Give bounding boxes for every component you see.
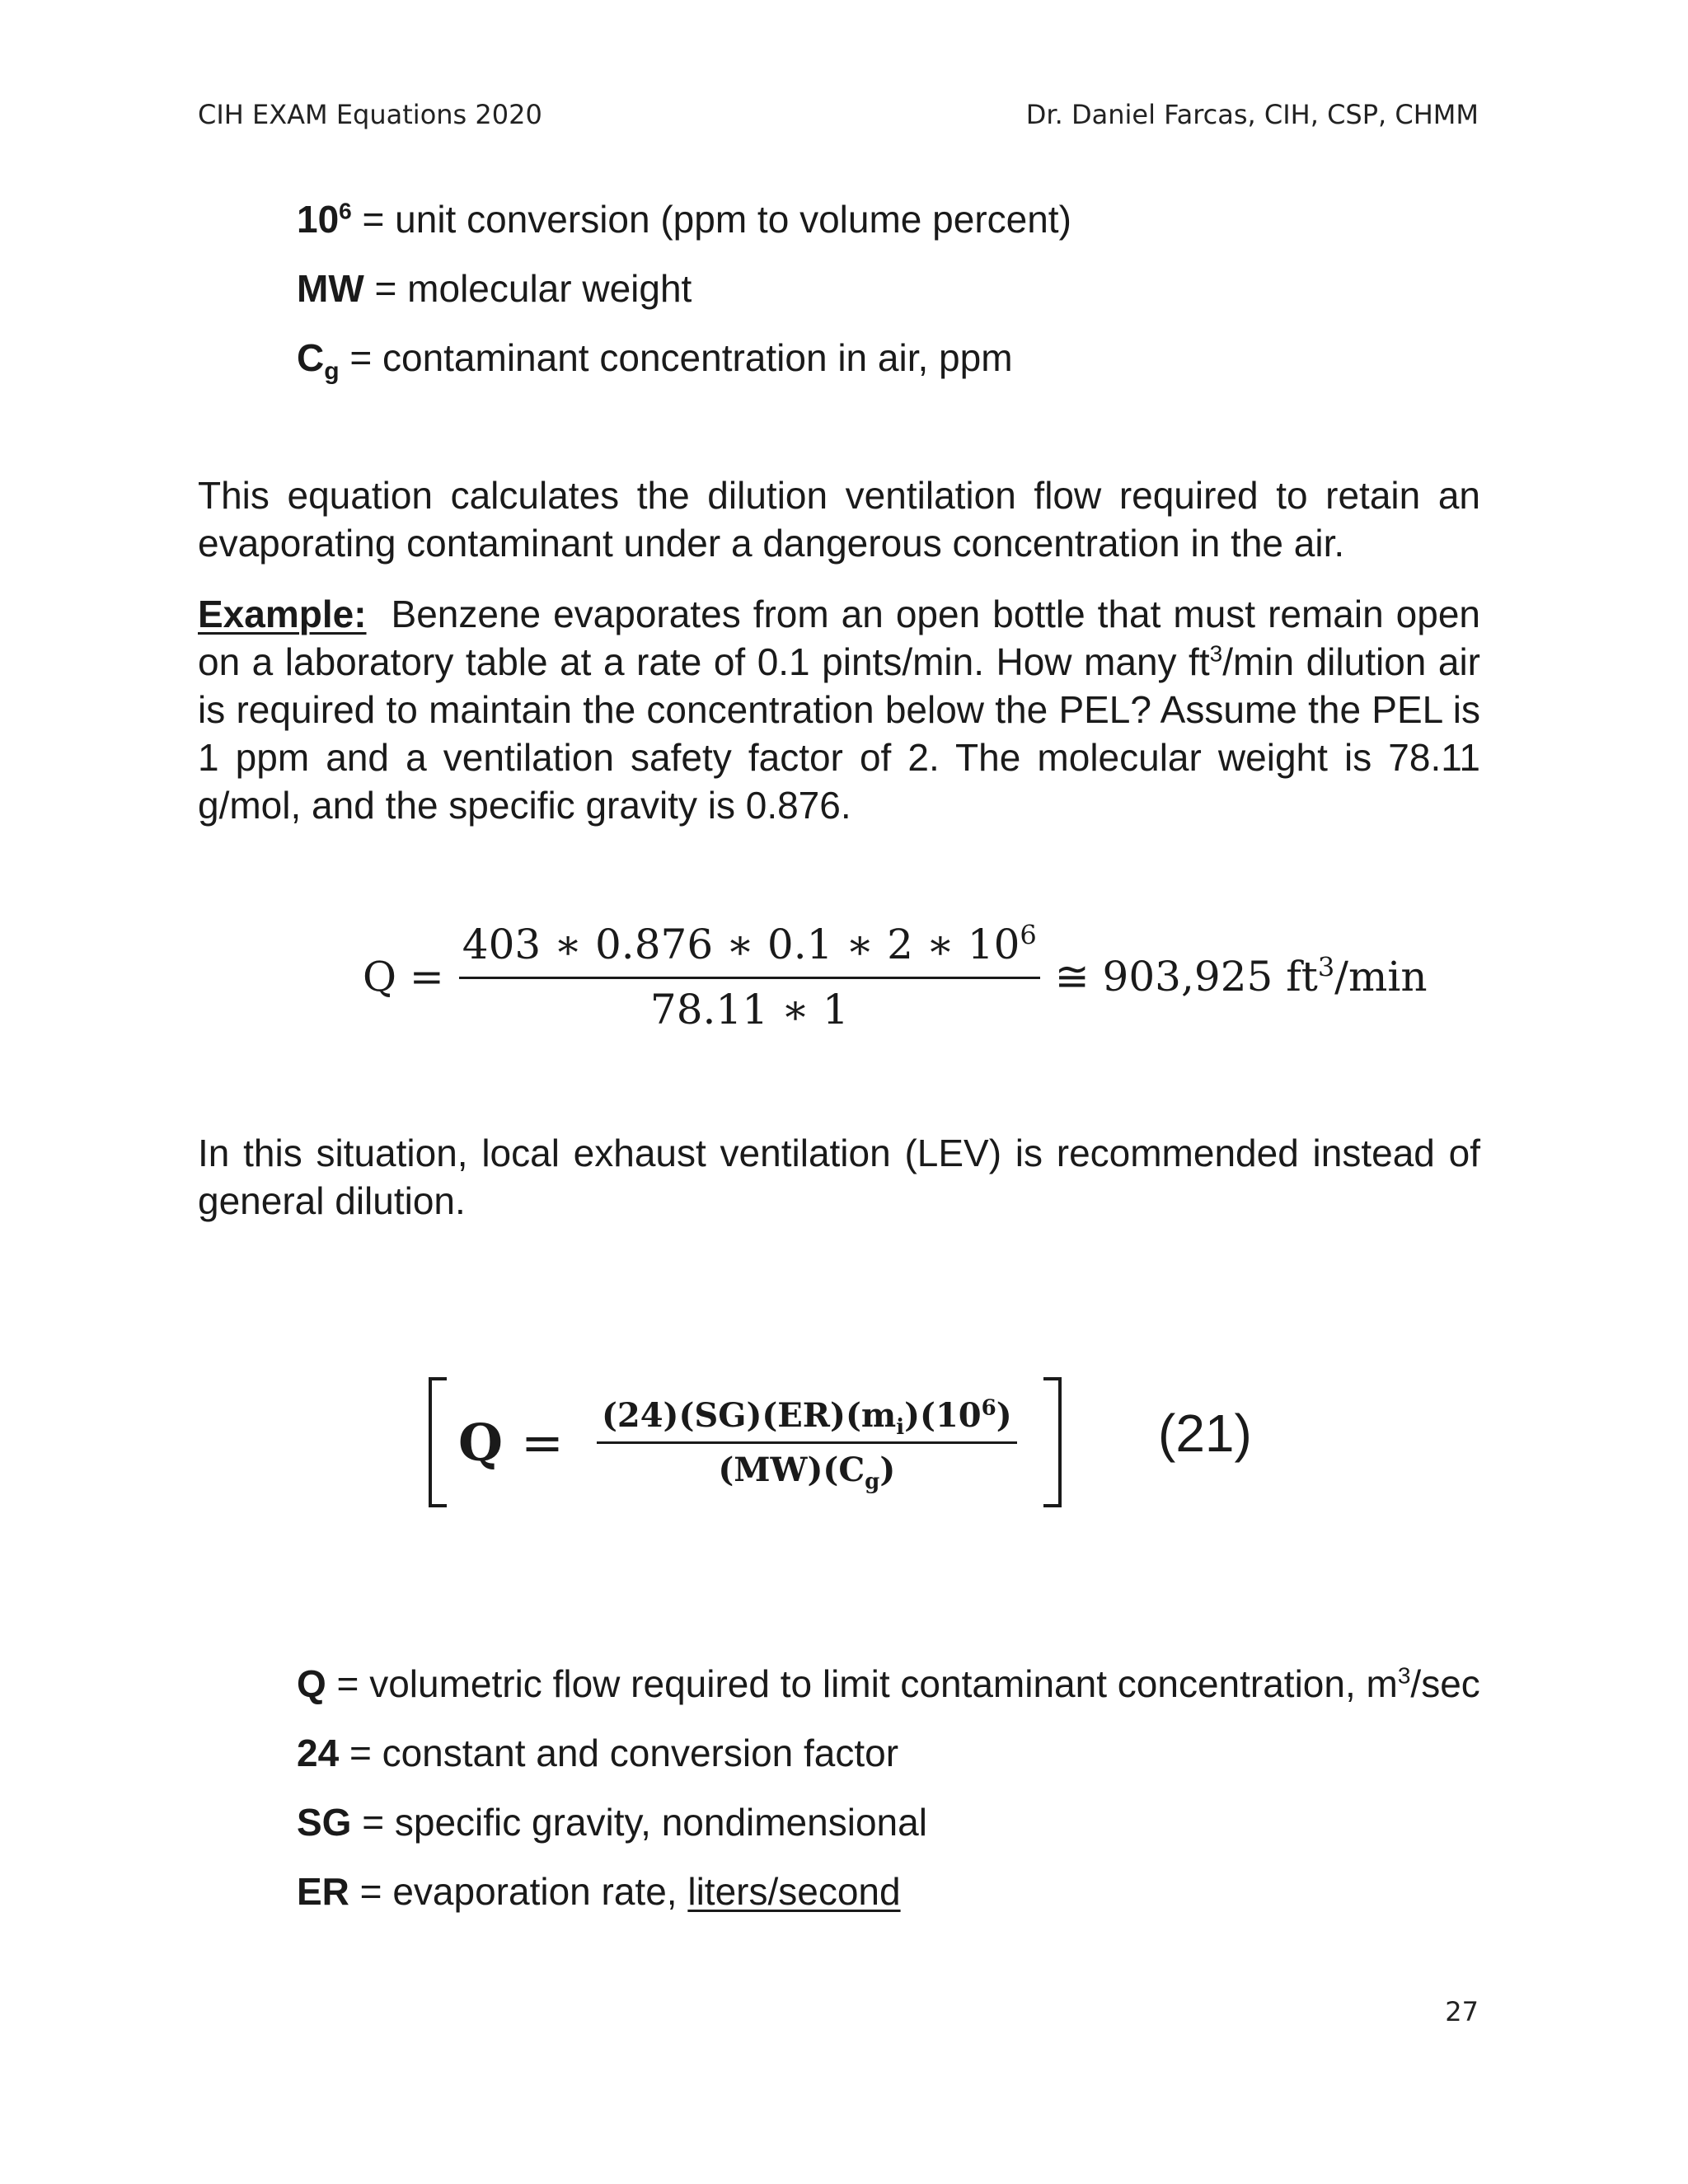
numbered-equation-numerator xyxy=(597,1396,1017,1444)
definition-symbol: C xyxy=(297,336,325,379)
num-b: )(10 xyxy=(904,1395,982,1435)
definition-symbol: MW xyxy=(297,267,364,310)
numbered-equation-equals: = xyxy=(521,1412,564,1473)
definition-superscript: 6 xyxy=(339,198,352,224)
worked-equation-denominator: 78.11 ∗ 1 xyxy=(649,985,849,1033)
numerator-superscript: 6 xyxy=(1020,918,1037,950)
definition-symbol: Q xyxy=(297,1662,326,1705)
example-text-b: /min dilution air is required to maintain the concentration below the PEL? Assume the PEL is 1 ppm and a ventilation safety factor of 2. The molecular weight is 78.11 g/mol, and the specific gravity is 0.876. xyxy=(198,640,1480,827)
example-label: Example: xyxy=(198,593,367,635)
definition-er xyxy=(297,1868,1480,1938)
definition-underlined: liters/second xyxy=(687,1870,901,1913)
definition-text: = molecular weight xyxy=(363,267,692,310)
definition-text: = constant and conversion factor xyxy=(339,1732,899,1774)
definition-text: = unit conversion (ppm to volume percent) xyxy=(351,198,1071,241)
worked-equation-result xyxy=(1055,953,1428,1001)
result-text: ≅ 903,925 ft xyxy=(1054,953,1318,1001)
example-text-a: Benzene evaporates from an open bottle that must remain open on a laboratory table at a rate of 0.1 pints/min. How many ft xyxy=(198,593,1480,683)
definitions-top xyxy=(297,196,1071,404)
definition-text: = volumetric flow required to limit contaminant concentration, m xyxy=(326,1662,1398,1705)
definition-mw xyxy=(297,265,1071,335)
den-b: ) xyxy=(879,1450,896,1489)
definition-text: = contaminant concentration in air, ppm xyxy=(339,336,1013,379)
worked-equation xyxy=(363,915,1428,1038)
definition-cg xyxy=(297,335,1071,404)
example-superscript: 3 xyxy=(1209,640,1223,667)
definition-q xyxy=(297,1661,1480,1730)
numbered-equation-denominator xyxy=(718,1444,896,1494)
definition-24 xyxy=(297,1730,1480,1799)
definition-tail: /sec xyxy=(1410,1662,1480,1705)
num-subscript: i xyxy=(896,1414,905,1440)
example-paragraph xyxy=(198,590,1480,829)
definition-superscript: 3 xyxy=(1397,1662,1411,1689)
den-subscript: g xyxy=(865,1469,880,1494)
numbered-equation-body xyxy=(447,1395,1043,1494)
numbered-equation-lhs: Q xyxy=(458,1412,504,1473)
worked-equation-lhs: Q = xyxy=(363,953,444,1001)
definition-symbol: SG xyxy=(297,1801,352,1844)
definitions-bottom xyxy=(297,1661,1480,1938)
page-number: 27 xyxy=(1445,1996,1479,2027)
right-bracket xyxy=(1043,1377,1062,1507)
header-author: Dr. Daniel Farcas, CIH, CSP, CHMM xyxy=(1025,99,1479,130)
definition-text: = specific gravity, nondimensional xyxy=(351,1801,927,1844)
definition-10-6 xyxy=(297,196,1071,265)
num-c: ) xyxy=(996,1395,1012,1435)
result-tail: /min xyxy=(1334,953,1428,1001)
intro-paragraph: This equation calculates the dilution ventilation flow required to retain an evaporating contaminant under a dangerous concentration in the air. xyxy=(198,474,1480,565)
numbered-equation xyxy=(429,1360,1062,1525)
definition-symbol: 24 xyxy=(297,1732,340,1774)
definition-sg xyxy=(297,1799,1480,1868)
numbered-equation-fraction xyxy=(597,1395,1017,1494)
definition-subscript: g xyxy=(324,358,340,386)
definition-text: = evaporation rate, xyxy=(349,1870,688,1913)
left-bracket xyxy=(429,1377,447,1507)
num-superscript: 6 xyxy=(981,1395,996,1421)
worked-equation-numerator xyxy=(459,918,1040,979)
num-a: (24)(SG)(ER)(m xyxy=(601,1395,897,1435)
numerator-text: 403 ∗ 0.876 ∗ 0.1 ∗ 2 ∗ 10 xyxy=(462,920,1020,968)
header-title: CIH EXAM Equations 2020 xyxy=(198,99,542,130)
definition-symbol: ER xyxy=(297,1870,349,1913)
worked-equation-fraction xyxy=(459,918,1040,1033)
definition-symbol: 10 xyxy=(297,198,340,241)
lev-paragraph: In this situation, local exhaust ventilation (LEV) is recommended instead of general dilution. xyxy=(198,1132,1480,1222)
equation-number: (21) xyxy=(1158,1404,1252,1463)
result-superscript: 3 xyxy=(1317,951,1335,983)
den-a: (MW)(C xyxy=(718,1450,865,1489)
